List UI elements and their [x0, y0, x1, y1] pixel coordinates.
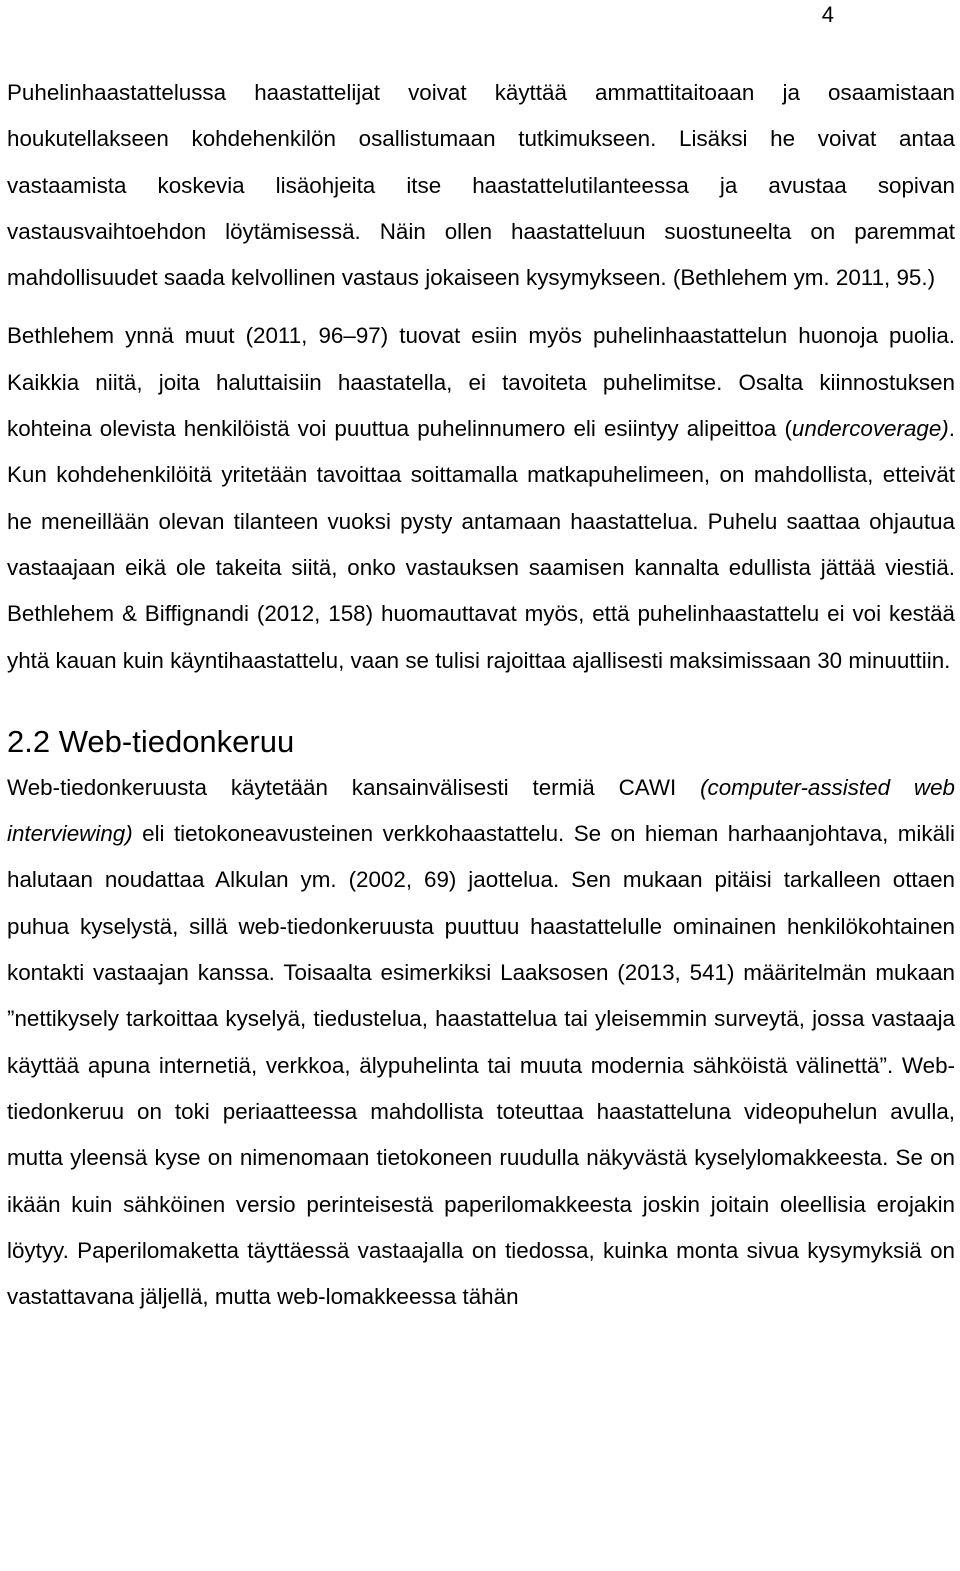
paragraph-text: eli tietokoneavusteinen verkkohaastattelu. Se on hieman harhaanjohtava, mikäli halutaan noudattaa Alkulan ym. (2002, 69) jaottelua. Sen mukaan pitäisi tarkalleen ottaen puhua kyselystä, sillä web-tiedonkeruusta puuttuu haastattelulle ominainen henkilökohtainen kontakti vastaajan kanssa. Toisaalta esimerkiksi Laaksosen (2013, 541) määritelmän mukaan ”nettikysely tarkoittaa kyselyä, tiedustelua, haastattelua tai yleisemmin surveytä, jossa vastaaja käyttää apuna internetiä, verkkoa, älypuhelinta tai muuta modernia sähköistä välinettä”. Web-tiedonkeruu on toki periaatteessa mahdollista toteuttaa haastatteluna videopuhelun avulla, mutta yleensä kyse on nimenomaan tietokoneen ruudulla näkyvästä kyselylomakkeesta. Se on ikään kuin sähköinen versio perinteisestä paperilomakkeesta joskin joitain oleellisia erojakin löytyy. Paperilomaketta täyttäessä vastaajalla on tiedossa, kuinka monta sivua kysymyksiä on vastattavana jäljellä, mutta web-lomakkeessa tähän — [7, 821, 955, 1310]
paragraph-web-data-collection — [7, 765, 955, 1321]
section-heading: 2.2 Web-tiedonkeruu — [7, 723, 295, 759]
paragraph-text: Bethlehem ynnä muut (2011, 96–97) tuovat esiin myös puhelinhaastattelun huonoja puolia. Kaikkia niitä, joita haluttaisiin haastatella, ei tavoiteta puhelimitse. Osalta kiinnostuksen kohteina olevista henkilöistä voi puuttua puhelinnumero eli esiintyy alipeittoa ( — [7, 323, 955, 442]
paragraph-telephone-interview-drawbacks — [7, 313, 955, 683]
italic-term: (computer-assisted web interviewing) — [7, 774, 955, 847]
paragraph-telephone-interview-benefits: Puhelinhaastattelussa haastattelijat voivat käyttää ammattitaitoaan ja osaamistaan houkutellakseen kohdehenkilön osallistumaan tutkimukseen. Lisäksi he voivat antaa vastaamista koskevia lisäohjeita itse haastattelutilanteessa ja avustaa sopivan vastausvaihtoehdon löytämisessä. Näin ollen haastatteluun suostuneelta on paremmat mahdollisuudet saada kelvollinen vastaus jokaiseen kysymykseen. (Bethlehem ym. 2011, 95.) — [7, 80, 955, 291]
page-content — [7, 70, 955, 1320]
paragraph-text: Web-tiedonkeruusta käytetään kansainvälisesti termiä CAWI — [7, 774, 701, 800]
italic-term: undercoverage) — [791, 416, 949, 442]
paragraph-text: . Kun kohdehenkilöitä yritetään tavoittaa soittamalla matkapuhelimeen, on mahdollista, etteivät he meneillään olevan tilanteen vuoksi pysty antamaan haastattelua. Puhelu saattaa ohjautua vastaajaan eikä ole takeita siitä, onko vastauksen saamisen kannalta edullista jättää viestiä. Bethlehem & Biffignandi (2012, 158) huomauttavat myös, että puhelinhaastattelu ei voi kestää yhtä kauan kuin käyntihaastattelu, vaan se tulisi rajoittaa ajallisesti maksimissaan 30 minuuttiin. — [7, 416, 955, 673]
page-number: 4 — [821, 2, 834, 27]
